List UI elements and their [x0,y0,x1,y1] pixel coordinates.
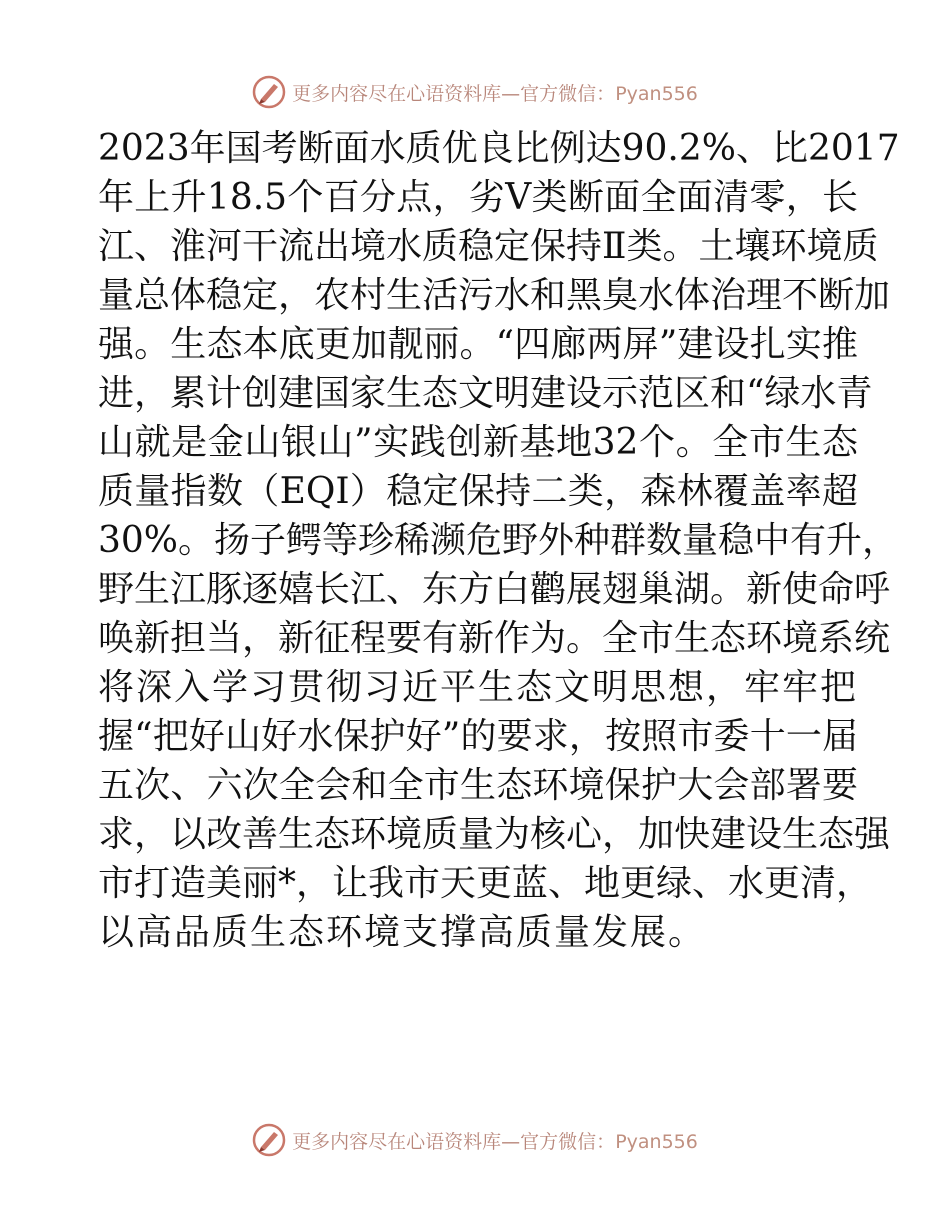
body-line: 唤新担当，新征程要有新作为。全市生态环境系统 [98,618,891,659]
body-line: 求，以改善生态环境质量为核心，加快建设生态强 [98,814,891,855]
watermark-wechat-id: Pyan556 [615,1130,698,1153]
body-line: 五次、六次全会和全市生态环境保护大会部署要 [98,765,858,806]
body-line: 质量指数（EQI）稳定保持二类，森林覆盖率超 [98,471,858,512]
watermark-brand: 更多内容尽在心语资料库 [292,1130,502,1153]
body-line: 以高品质生态环境支撑高质量发展。 [98,912,707,953]
watermark-wechat-label: 官方微信： [520,1130,616,1153]
body-line: 30%。扬子鳄等珍稀濒危野外种群数量稳中有升， [98,520,899,561]
body-line: 进，累计创建国家生态文明建设示范区和“绿水青 [98,373,873,414]
body-line: 握“把好山好水保护好”的要求，按照市委十一届 [98,716,858,757]
watermark-text [292,1127,698,1154]
pen-logo-icon [252,75,286,109]
watermark-wechat-label: 官方微信： [520,82,616,105]
watermark-text [292,79,698,106]
watermark-wechat-id: Pyan556 [615,82,698,105]
body-line: 山就是金山银山”实践创新基地32个。全市生态 [98,422,858,463]
header-watermark [0,72,950,112]
body-line: 将深入学习贯彻习近平生态文明思想，牢牢把 [98,667,859,708]
watermark-separator: — [501,82,521,105]
body-line: 强。生态本底更加靓丽。“四廊两屏”建设扎实推 [98,324,858,365]
body-line: 野生江豚逐嬉长江、东方白鹳展翅巢湖。新使命呼 [98,569,891,610]
watermark-separator: — [501,1130,521,1153]
body-line: 市打造美丽*，让我市天更蓝、地更绿、水更清， [98,863,873,904]
body-line: 量总体稳定，农村生活污水和黑臭水体治理不断加 [98,275,891,316]
pen-logo-icon [252,1123,286,1157]
body-line: 江、淮河干流出境水质稳定保持Ⅱ类。土壤环境质 [98,226,879,267]
watermark-brand: 更多内容尽在心语资料库 [292,82,502,105]
body-line: 2023年国考断面水质优良比例达90.2%、比2017 [98,128,900,169]
document-body [98,124,900,957]
footer-watermark [0,1120,950,1160]
body-line: 年上升18.5个百分点，劣Ⅴ类断面全面清零，长 [98,177,858,218]
